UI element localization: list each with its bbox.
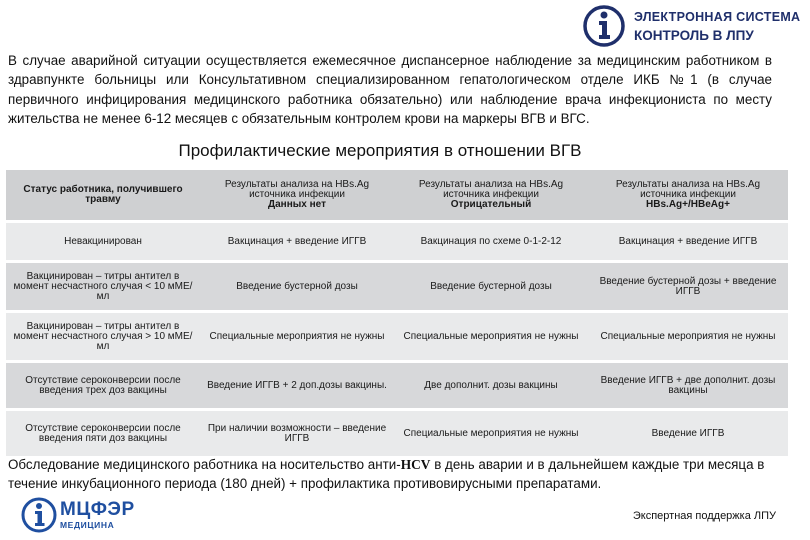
header-text: источника инфекции xyxy=(443,189,539,200)
conclusion-text-end: в день аварии и в дальнейшем каждые три месяца в течение инкубационного периода (180 дней) + профилактика противовирусными препаратами. xyxy=(8,457,765,491)
header-status-text: Статус работника, получившего травму xyxy=(23,184,183,205)
table-cell: Введение ИГГВ + две дополнит. дозы вакцины xyxy=(588,362,788,410)
conclusion-text-start: Обследование медицинского работника на носительство анти- xyxy=(8,457,401,472)
table-cell: Вакцинирован – титры антител в момент несчастного случая < 10 мМЕ/мл xyxy=(6,262,200,312)
bottom-logo xyxy=(20,496,180,534)
table-cell: Отсутствие сероконверсии после введения пяти доз вакцины xyxy=(6,410,200,458)
header-status xyxy=(6,170,200,222)
table-cell: Введение ИГГВ xyxy=(588,410,788,458)
table-cell: Вакцинация + введение ИГГВ xyxy=(588,222,788,262)
table-row xyxy=(6,362,788,410)
header-result: Данных нет xyxy=(267,199,326,210)
header-result: Отрицательный xyxy=(450,199,532,210)
support-caption: Экспертная поддержка ЛПУ xyxy=(632,510,776,522)
table-cell: Вакцинирован – титры антител в момент несчастного случая > 10 мМЕ/мл xyxy=(6,312,200,362)
brand-name: МЦФЭР xyxy=(60,499,135,520)
section-title: Профилактические мероприятия в отношении ВГВ xyxy=(178,141,582,160)
table-cell: Введение бустерной дозы xyxy=(394,262,588,312)
table-cell: При наличии возможности – введение ИГГВ xyxy=(200,410,394,458)
table-cell: Специальные мероприятия не нужны xyxy=(200,312,394,362)
table-cell: Отсутствие сероконверсии после введения трех доз вакцины xyxy=(6,362,200,410)
table-cell: Вакцинация + введение ИГГВ xyxy=(200,222,394,262)
logo-title-line2: КОНТРОЛЬ В ЛПУ xyxy=(634,28,754,43)
header-text: источника инфекции xyxy=(640,189,736,200)
header-text: Результаты анализа на HBs.Ag xyxy=(418,179,564,190)
header-result: HBs.Ag+/HBeAg+ xyxy=(646,199,730,210)
table-row xyxy=(6,312,788,362)
header-text: Результаты анализа на HBs.Ag xyxy=(224,179,370,190)
logo-title-line1: ЭЛЕКТРОННАЯ СИСТЕМА xyxy=(634,10,801,24)
info-i-icon xyxy=(582,4,628,48)
brand-subtitle: МЕДИЦИНА xyxy=(60,520,115,530)
table-cell: Невакцинирован xyxy=(6,222,200,262)
intro-paragraph: В случае аварийной ситуации осуществляется ежемесячное диспансерное наблюдение за медицинским работником в здравпункте больницы или Консультативном специализированном гепатологическом отделе ИКБ №1 (в случае первичного инфицирования медицинского работника обязательно) или наблюдение врача инфекциониста по месту жительства не менее 6-12 месяцев с обязательным контролем крови на маркеры ВГВ и ВГС. xyxy=(8,53,772,126)
table-row xyxy=(6,262,788,312)
table-cell: Введение бустерной дозы + введение ИГГВ xyxy=(588,262,788,312)
table-cell: Вакцинация по схеме 0-1-2-12 xyxy=(394,222,588,262)
table-cell: Специальные мероприятия не нужны xyxy=(394,312,588,362)
conclusion-paragraph xyxy=(8,456,802,493)
table-cell: Специальные мероприятия не нужны xyxy=(394,410,588,458)
mcfer-i-icon xyxy=(20,496,58,534)
table-header-row xyxy=(6,170,788,222)
header-text: источника инфекции xyxy=(249,189,345,200)
header-text: Результаты анализа на HBs.Ag xyxy=(615,179,761,190)
table-row xyxy=(6,410,788,458)
table-cell: Введение ИГГВ + 2 доп.дозы вакцины. xyxy=(200,362,394,410)
header-negative xyxy=(394,170,588,222)
hcv-marker: HCV xyxy=(400,457,431,472)
table-row xyxy=(6,222,788,262)
table-cell: Две дополнит. дозы вакцины xyxy=(394,362,588,410)
table-cell: Специальные мероприятия не нужны xyxy=(588,312,788,362)
header-positive xyxy=(588,170,788,222)
table-cell: Введение бустерной дозы xyxy=(200,262,394,312)
hbv-prophylaxis-table xyxy=(6,170,788,459)
top-logo xyxy=(582,4,802,48)
header-unknown xyxy=(200,170,394,222)
